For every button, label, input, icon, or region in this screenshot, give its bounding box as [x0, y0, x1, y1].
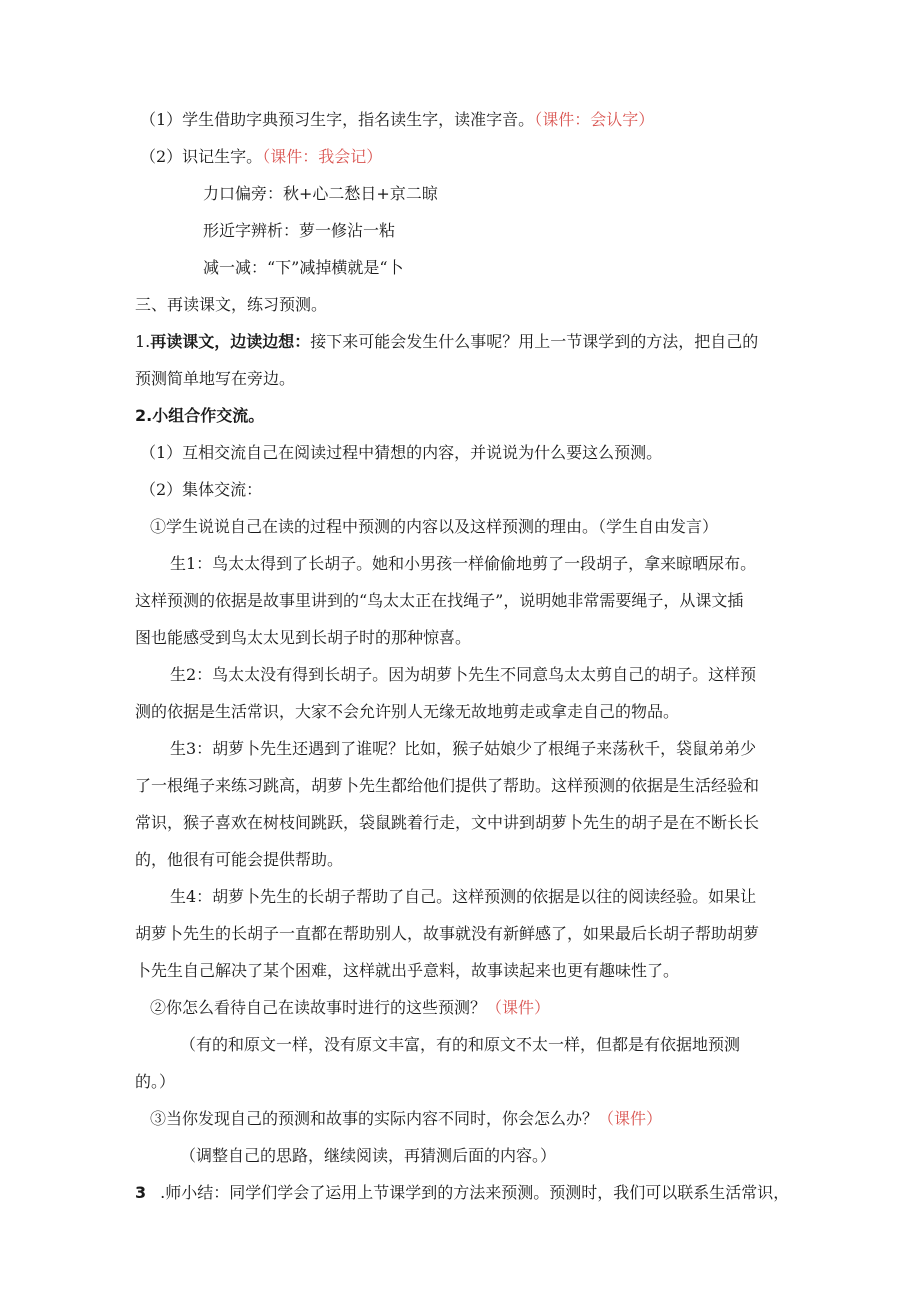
- courseware-note: （课件）: [598, 1109, 663, 1128]
- paragraph-line: 测的依据是生活常识，大家不会允许别人无缘无故地剪走或拿走自己的物品。: [135, 702, 680, 721]
- paragraph-line: 这样预测的依据是故事里讲到的“鸟太太正在找绳子”，说明她非常需要绳子，从课文插: [135, 591, 744, 610]
- instruction-text: 接下来可能会发生什么事呢？用上一节课学到的方法，把自己的: [310, 332, 759, 351]
- question-text: ②你怎么看待自己在读故事时进行的这些预测？: [150, 998, 487, 1017]
- summary-text: .师小结：同学们学会了运用上节课学到的方法来预测。预测时，我们可以联系生活常识，: [160, 1183, 790, 1202]
- student-3-answer: 生3：胡萝卜先生还遇到了谁呢？比如，猴子姑娘少了根绳子来荡秋千，袋鼠弟弟少: [170, 739, 757, 758]
- group-exchange-heading: 2.小组合作交流。: [135, 406, 265, 425]
- step-2-memorize: [140, 147, 382, 167]
- paragraph-line: 胡萝卜先生的长胡子一直都在帮助别人，故事就没有新鲜感了，如果最后长胡子帮助胡萝: [135, 924, 760, 943]
- paragraph-line: 预测简单地写在旁边。: [135, 369, 296, 388]
- radical-method: 力口偏旁：秋+心二愁日+京二晾: [203, 184, 438, 203]
- circled-item-3: [150, 1109, 662, 1129]
- answer-note: （有的和原文一样，没有原文丰富，有的和原文不太一样，但都是有依据地预测: [180, 1035, 741, 1054]
- item-number: 3: [135, 1183, 147, 1202]
- step-2-text: （2）识记生字。: [140, 147, 263, 166]
- paragraph-line: 的，他很有可能会提供帮助。: [135, 850, 344, 869]
- step-1-preview: [140, 110, 654, 130]
- paragraph-line: 卜先生自己解决了某个困难，这样就出乎意料，故事读起来也更有趣味性了。: [135, 961, 680, 980]
- paragraph-line: 图也能感受到鸟太太见到长胡子时的那种惊喜。: [135, 628, 472, 647]
- bold-heading: 再读课文，边读边想：: [150, 332, 311, 351]
- similar-chars: 形近字辨析：萝一修沾一粘: [203, 221, 396, 240]
- teacher-summary: [135, 1183, 789, 1203]
- step-1-text: （1）学生借助字典预习生字，指名读生字，读准字音。: [140, 110, 535, 129]
- section-heading-3: 三、再读课文，练习预测。: [135, 295, 328, 314]
- exchange-step-1: （1）互相交流自己在阅读过程中猜想的内容，并说说为什么要这么预测。: [140, 443, 663, 462]
- courseware-note: （课件）: [486, 998, 551, 1017]
- subtract-method: 减一减：“下”减掉横就是“卜: [203, 258, 404, 277]
- courseware-note: （课件：我会记）: [262, 147, 383, 166]
- student-1-answer: 生1：鸟太太得到了长胡子。她和小男孩一样偷偷地剪了一段胡子，拿来晾晒尿布。: [170, 554, 757, 573]
- circled-item-1: ①学生说说自己在读的过程中预测的内容以及这样预测的理由。（学生自由发言）: [150, 517, 719, 536]
- paragraph-line: 了一根绳子来练习跳高，胡萝卜先生都给他们提供了帮助。这样预测的依据是生活经验和: [135, 776, 760, 795]
- item-number: 1.: [135, 332, 151, 351]
- student-4-answer: 生4：胡萝卜先生的长胡子帮助了自己。这样预测的依据是以往的阅读经验。如果让: [170, 887, 757, 906]
- question-text: ③当你发现自己的预测和故事的实际内容不同时，你会怎么办？: [150, 1109, 599, 1128]
- paragraph-line: 常识，猴子喜欢在树枝间跳跃，袋鼠跳着行走，文中讲到胡萝卜先生的胡子是在不断长长: [135, 813, 760, 832]
- answer-note: （调整自己的思路，继续阅读，再猜测后面的内容。）: [180, 1146, 557, 1165]
- circled-item-2: [150, 998, 550, 1018]
- exchange-step-2: （2）集体交流：: [140, 480, 263, 499]
- reread-instruction: [135, 332, 758, 352]
- courseware-note: （课件：会认字）: [534, 110, 655, 129]
- paragraph-line: 的。）: [135, 1072, 176, 1091]
- student-2-answer: 生2：鸟太太没有得到长胡子。因为胡萝卜先生不同意鸟太太剪自己的胡子。这样预: [170, 665, 757, 684]
